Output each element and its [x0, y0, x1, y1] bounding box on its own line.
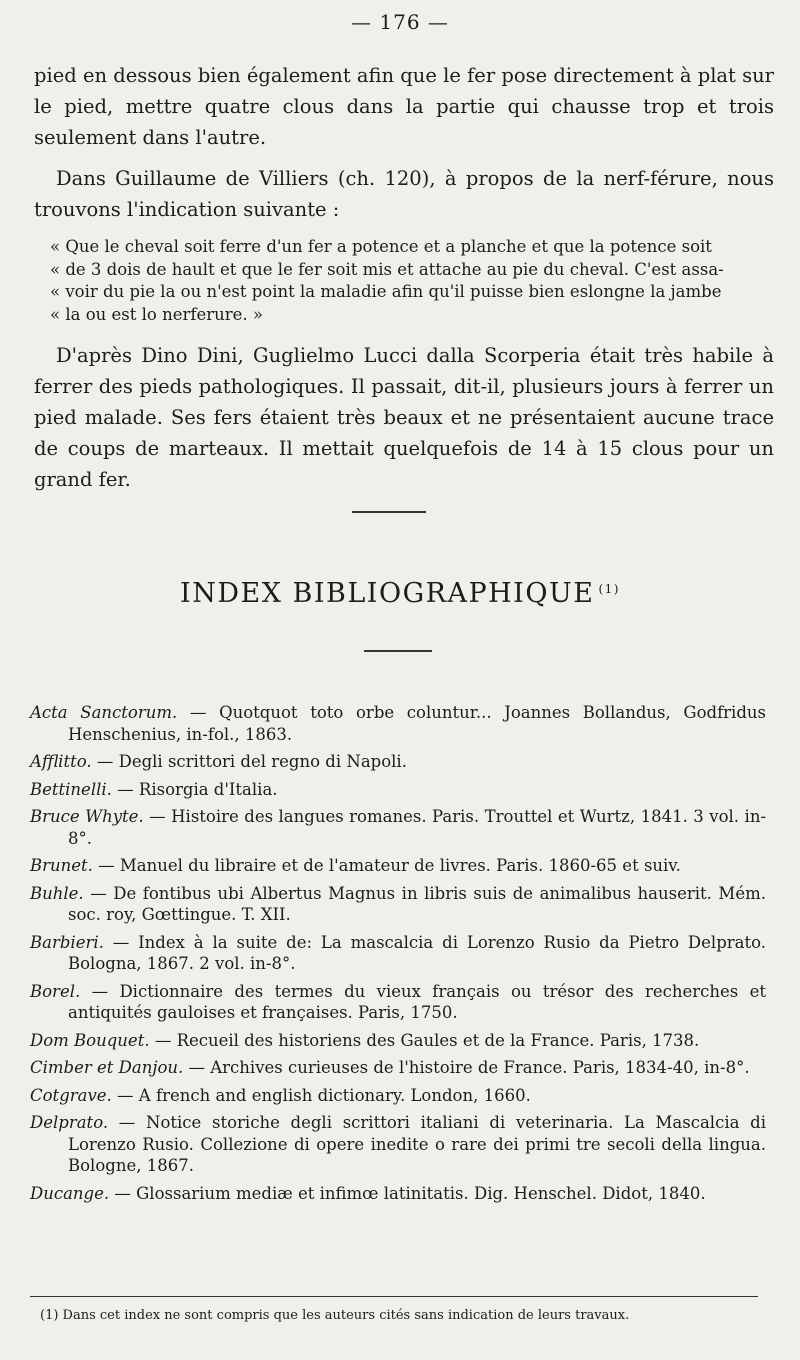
- bibliography-entry: [30, 702, 766, 745]
- bibliography-entry: [30, 1085, 766, 1107]
- entry-author: Bettinelli.: [30, 779, 112, 799]
- page-number: — 176 —: [351, 10, 449, 34]
- bibliography-entry: [30, 1183, 766, 1205]
- bibliography-entry: [30, 981, 766, 1024]
- entry-text: — Index à la suite de: La mascalcia di Lorenzo Rusio da Pietro Delprato. Bologna, 1867. 2 vol. in-8°.: [68, 932, 766, 973]
- entry-text: — Degli scrittori del regno di Napoli.: [91, 752, 407, 771]
- entry-text: — A french and english dictionary. London, 1660.: [111, 1085, 531, 1105]
- bibliography-entry: [30, 855, 766, 877]
- entry-author: Buhle.: [30, 883, 84, 903]
- entry-author: Delprato.: [30, 1113, 109, 1132]
- entry-text: — Histoire des langues romanes. Paris. Trouttel et Wurtz, 1841. 3 vol. in-8°.: [68, 807, 767, 848]
- quote-line: « Que le cheval soit ferre d'un fer a potence et a planche et que la potence soit: [50, 237, 712, 256]
- entry-author: Barbieri.: [30, 932, 104, 952]
- entry-text: — Glossarium mediæ et infimœ latinitatis. Dig. Henschel. Didot, 1840.: [109, 1183, 706, 1203]
- bibliography-list: [30, 702, 766, 1210]
- quote-line: « la ou est lo nerferure. »: [50, 304, 263, 324]
- entry-text: — Archives curieuses de l'histoire de France. Paris, 1834-40, in-8°.: [183, 1058, 750, 1077]
- entry-text: — De fontibus ubi Albertus Magnus in libris suis de animalibus hauserit. Mém. soc. roy, Gœttingue. T. XII.: [68, 883, 766, 924]
- entry-author: Borel.: [30, 981, 81, 1001]
- paragraph-villiers: Dans Guillaume de Villiers (ch. 120), à propos de la nerf-férure, nous trouvons l'indication suivante :: [34, 167, 774, 221]
- entry-author: Cimber et Danjou.: [30, 1058, 184, 1077]
- bibliography-entry: [30, 1112, 766, 1177]
- entry-text: — Dictionnaire des termes du vieux français ou trésor des recherches et antiquités gauloises et françaises. Paris, 1750.: [68, 981, 766, 1022]
- paragraph-continuation: pied en dessous bien également afin que le fer pose directement à plat sur le pied, mettre quatre clous dans la partie qui chausse trop et trois seulement dans l'autre.: [34, 64, 774, 149]
- entry-author: Acta Sanctorum.: [30, 703, 178, 722]
- entry-author: Dom Bouquet.: [30, 1030, 150, 1050]
- entry-text: — Manuel du libraire et de l'amateur de livres. Paris. 1860-65 et suiv.: [92, 856, 681, 875]
- entry-author: Cotgrave.: [30, 1085, 112, 1105]
- quote-line: « voir du pie la ou n'est point la maladie afin qu'il puisse bien eslongne la jambe: [50, 282, 722, 301]
- entry-author: Ducange.: [30, 1183, 110, 1203]
- bibliography-entry: [30, 1057, 766, 1079]
- section-divider: [352, 511, 426, 513]
- bibliography-entry: [30, 883, 766, 926]
- paragraph-dino-dini: D'après Dino Dini, Guglielmo Lucci dalla Scorperia était très habile à ferrer des pieds pathologiques. Il passait, dit-il, plusieurs jours à ferrer un pied malade. Ses fers étaient très beaux et ne présentaient aucune trace de coups de marteaux. Il mettait quelquefois de 14 à 15 clous pour un grand fer.: [34, 344, 774, 491]
- entry-author: Bruce Whyte.: [30, 807, 144, 826]
- bibliography-entry: [30, 779, 766, 801]
- entry-text: — Risorgia d'Italia.: [111, 779, 278, 799]
- quote-line: « de 3 dois de hault et que le fer soit mis et attache au pie du cheval. C'est assa-: [50, 259, 724, 279]
- entry-text: — Notice storiche degli scrittori italiani di veterinaria. La Mascalcia di Lorenzo Rusio. Collezione di opere inedite o rare dei primi tre secoli della lingua. Bologne, 1867.: [68, 1113, 766, 1175]
- entry-text: — Quotquot toto orbe coluntur... Joannes Bollandus, Godfridus Henschenius, in-fol., 1863.: [68, 703, 766, 744]
- footnote-marker: (1): [598, 582, 620, 596]
- bibliography-entry: [30, 806, 766, 849]
- index-title-text: INDEX BIBLIOGRAPHIQUE: [180, 578, 595, 609]
- index-heading: [0, 578, 800, 609]
- entry-text: — Recueil des historiens des Gaules et de la France. Paris, 1738.: [149, 1030, 700, 1050]
- bibliography-entry: [30, 751, 766, 773]
- entry-author: Brunet.: [30, 856, 93, 875]
- entry-author: Afflitto.: [30, 752, 92, 771]
- footnote: (1) Dans cet index ne sont compris que les auteurs cités sans indication de leurs travaux.: [40, 1308, 630, 1323]
- footnote-rule: [30, 1296, 758, 1297]
- title-underline: [364, 650, 432, 652]
- block-quote: [50, 236, 772, 326]
- bibliography-entry: [30, 1030, 766, 1052]
- bibliography-entry: [30, 932, 766, 975]
